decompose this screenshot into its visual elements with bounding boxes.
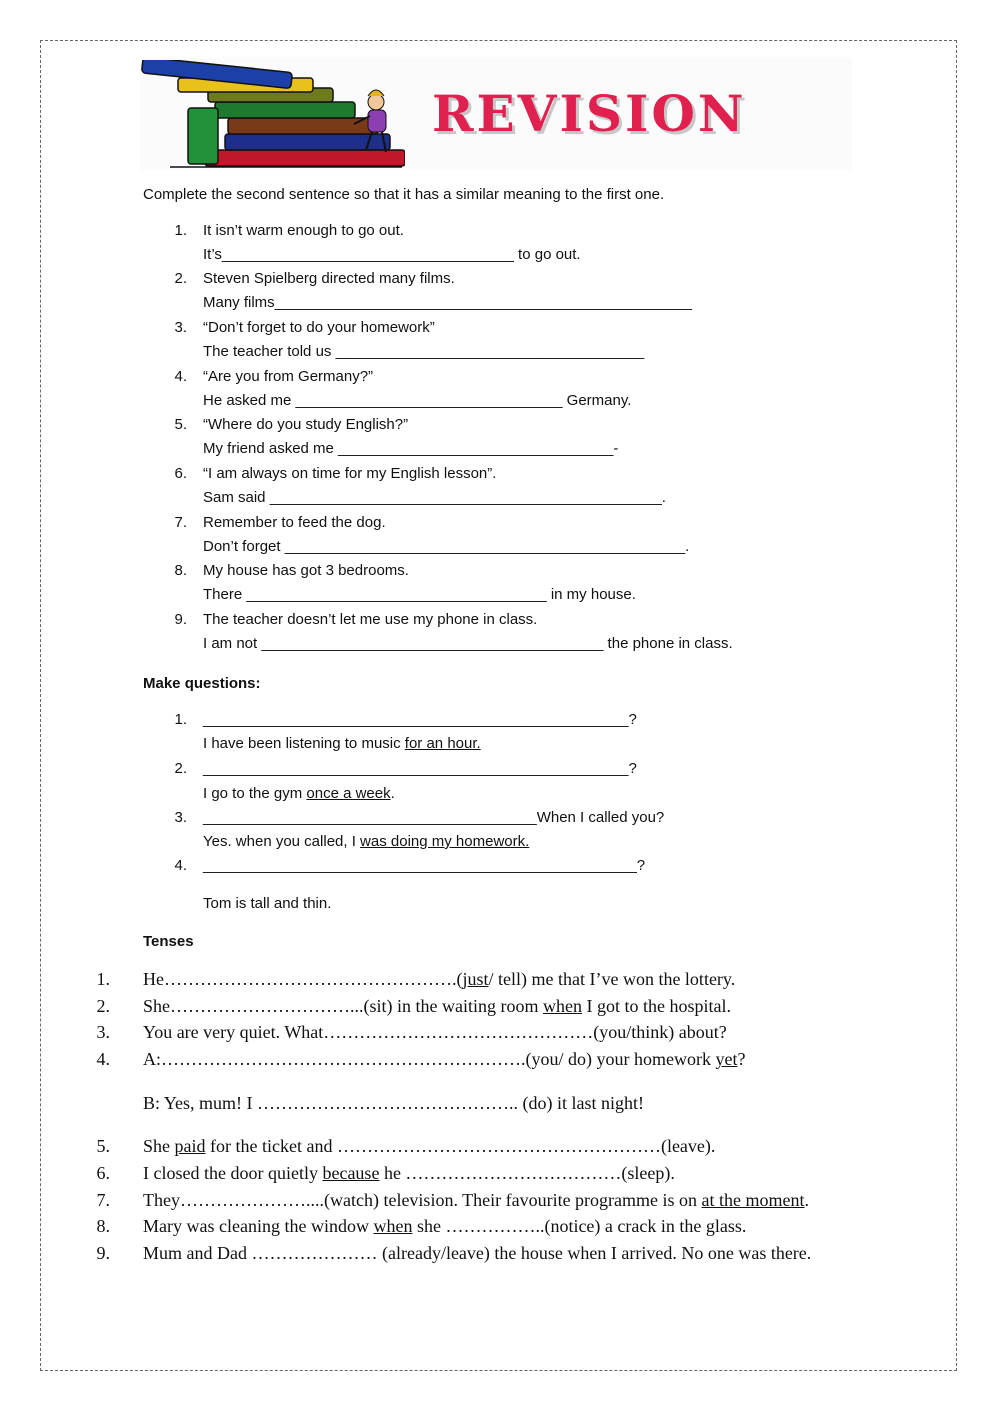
- item-number: 2.: [174, 270, 187, 287]
- rewrite-line: My friend asked me _________________________________-: [203, 440, 619, 457]
- tense-sentence: She…………………………...(sit) in the waiting room when I got to the hospital.: [143, 996, 731, 1016]
- rewrite-line: I am not _________________________________________ the phone in class.: [203, 635, 733, 652]
- books-clipart: [140, 60, 405, 170]
- rewrite-line: He asked me ________________________________ Germany.: [203, 392, 632, 409]
- underlined-word: when: [542, 996, 582, 1016]
- underlined-word: paid: [174, 1136, 206, 1156]
- item-number: 7.: [174, 514, 187, 531]
- tense-sentence: Mum and Dad ………………… (already/leave) the house when I arrived. No one was there.: [143, 1243, 812, 1263]
- underlined-word: when: [373, 1216, 413, 1236]
- tense-sentence: B: Yes, mum! I …………………………………….. (do) it last night!: [143, 1093, 645, 1113]
- underlined-phrase: was doing my homework.: [360, 833, 530, 850]
- original-sentence: Remember to feed the dog.: [203, 514, 386, 531]
- rewrite-line: There ____________________________________ in my house.: [203, 586, 636, 603]
- rewrite-line: It’s___________________________________ to go out.: [203, 246, 581, 263]
- item-number: 7.: [96, 1190, 110, 1210]
- rewrite-line: The teacher told us _____________________________________: [203, 343, 645, 360]
- item-number: 5.: [174, 416, 187, 433]
- answer-text: Tom is tall and thin.: [203, 895, 332, 912]
- item-number: 1.: [174, 711, 187, 728]
- item-number: 3.: [174, 319, 187, 336]
- underlined-word: just: [462, 969, 489, 989]
- item-number: 3.: [174, 809, 187, 826]
- tense-sentence: She paid for the ticket and ………………………………………………(leave).: [143, 1136, 716, 1156]
- original-sentence: Steven Spielberg directed many films.: [203, 270, 455, 287]
- tense-sentence: A:…………………………………………………….(you/ do) your homework yet?: [143, 1049, 746, 1069]
- make-questions-heading: Make questions:: [143, 675, 261, 692]
- tense-sentence: I closed the door quietly because he ………………………………(sleep).: [143, 1163, 675, 1183]
- answer-text: I have been listening to music for an hour.: [203, 735, 481, 752]
- item-number: 8.: [96, 1216, 110, 1236]
- underlined-phrase: for an hour.: [404, 735, 481, 752]
- item-number: 1.: [96, 969, 110, 989]
- tense-sentence: He………………………………………….(just/ tell) me that I’ve won the lottery.: [143, 969, 736, 989]
- question-line: ___________________________________________________?: [203, 711, 637, 728]
- original-sentence: It isn’t warm enough to go out.: [203, 222, 404, 239]
- item-number: 6.: [96, 1163, 110, 1183]
- answer-text: I go to the gym once a week.: [203, 785, 395, 802]
- item-number: 9.: [174, 611, 187, 628]
- underlined-word: at the moment: [701, 1190, 805, 1210]
- item-number: 5.: [96, 1136, 110, 1156]
- tense-sentence: You are very quiet. What………………………………………(you/think) about?: [143, 1022, 727, 1042]
- underlined-word: yet: [715, 1049, 738, 1069]
- question-line: ____________________________________________________?: [203, 857, 646, 874]
- question-line: ________________________________________When I called you?: [203, 809, 665, 826]
- rewrite-line: Many films__________________________________________________: [203, 294, 692, 311]
- rewrite-line: Don’t forget ________________________________________________.: [203, 538, 690, 555]
- original-sentence: My house has got 3 bedrooms.: [203, 562, 409, 579]
- rewrite-line: Sam said _______________________________________________.: [203, 489, 666, 506]
- original-sentence: “Don’t forget to do your homework”: [203, 319, 435, 336]
- original-sentence: “I am always on time for my English lesson”.: [203, 465, 497, 482]
- item-number: 4.: [174, 368, 187, 385]
- underlined-phrase: once a week: [306, 785, 391, 802]
- item-number: 8.: [174, 562, 187, 579]
- item-number: 4.: [174, 857, 187, 874]
- item-number: 3.: [96, 1022, 110, 1042]
- tense-sentence: They…………………....(watch) television. Their favourite programme is on at the moment.: [143, 1190, 810, 1210]
- tenses-heading: Tenses: [143, 933, 194, 950]
- item-number: 9.: [96, 1243, 110, 1263]
- original-sentence: “Are you from Germany?”: [203, 368, 374, 385]
- item-number: 4.: [96, 1049, 110, 1069]
- item-number: 6.: [174, 465, 187, 482]
- original-sentence: The teacher doesn’t let me use my phone in class.: [203, 611, 538, 628]
- instruction-text: Complete the second sentence so that it has a similar meaning to the first one.: [143, 186, 665, 203]
- answer-text: Yes. when you called, I was doing my homework.: [203, 833, 530, 850]
- original-sentence: “Where do you study English?”: [203, 416, 409, 433]
- item-number: 2.: [96, 996, 110, 1016]
- tense-sentence: Mary was cleaning the window when she ……………..(notice) a crack in the glass.: [143, 1216, 747, 1236]
- item-number: 2.: [174, 760, 187, 777]
- item-number: 1.: [174, 222, 187, 239]
- underlined-word: because: [322, 1163, 380, 1183]
- page-title: REVISION: [432, 84, 747, 143]
- question-line: ___________________________________________________?: [203, 760, 637, 777]
